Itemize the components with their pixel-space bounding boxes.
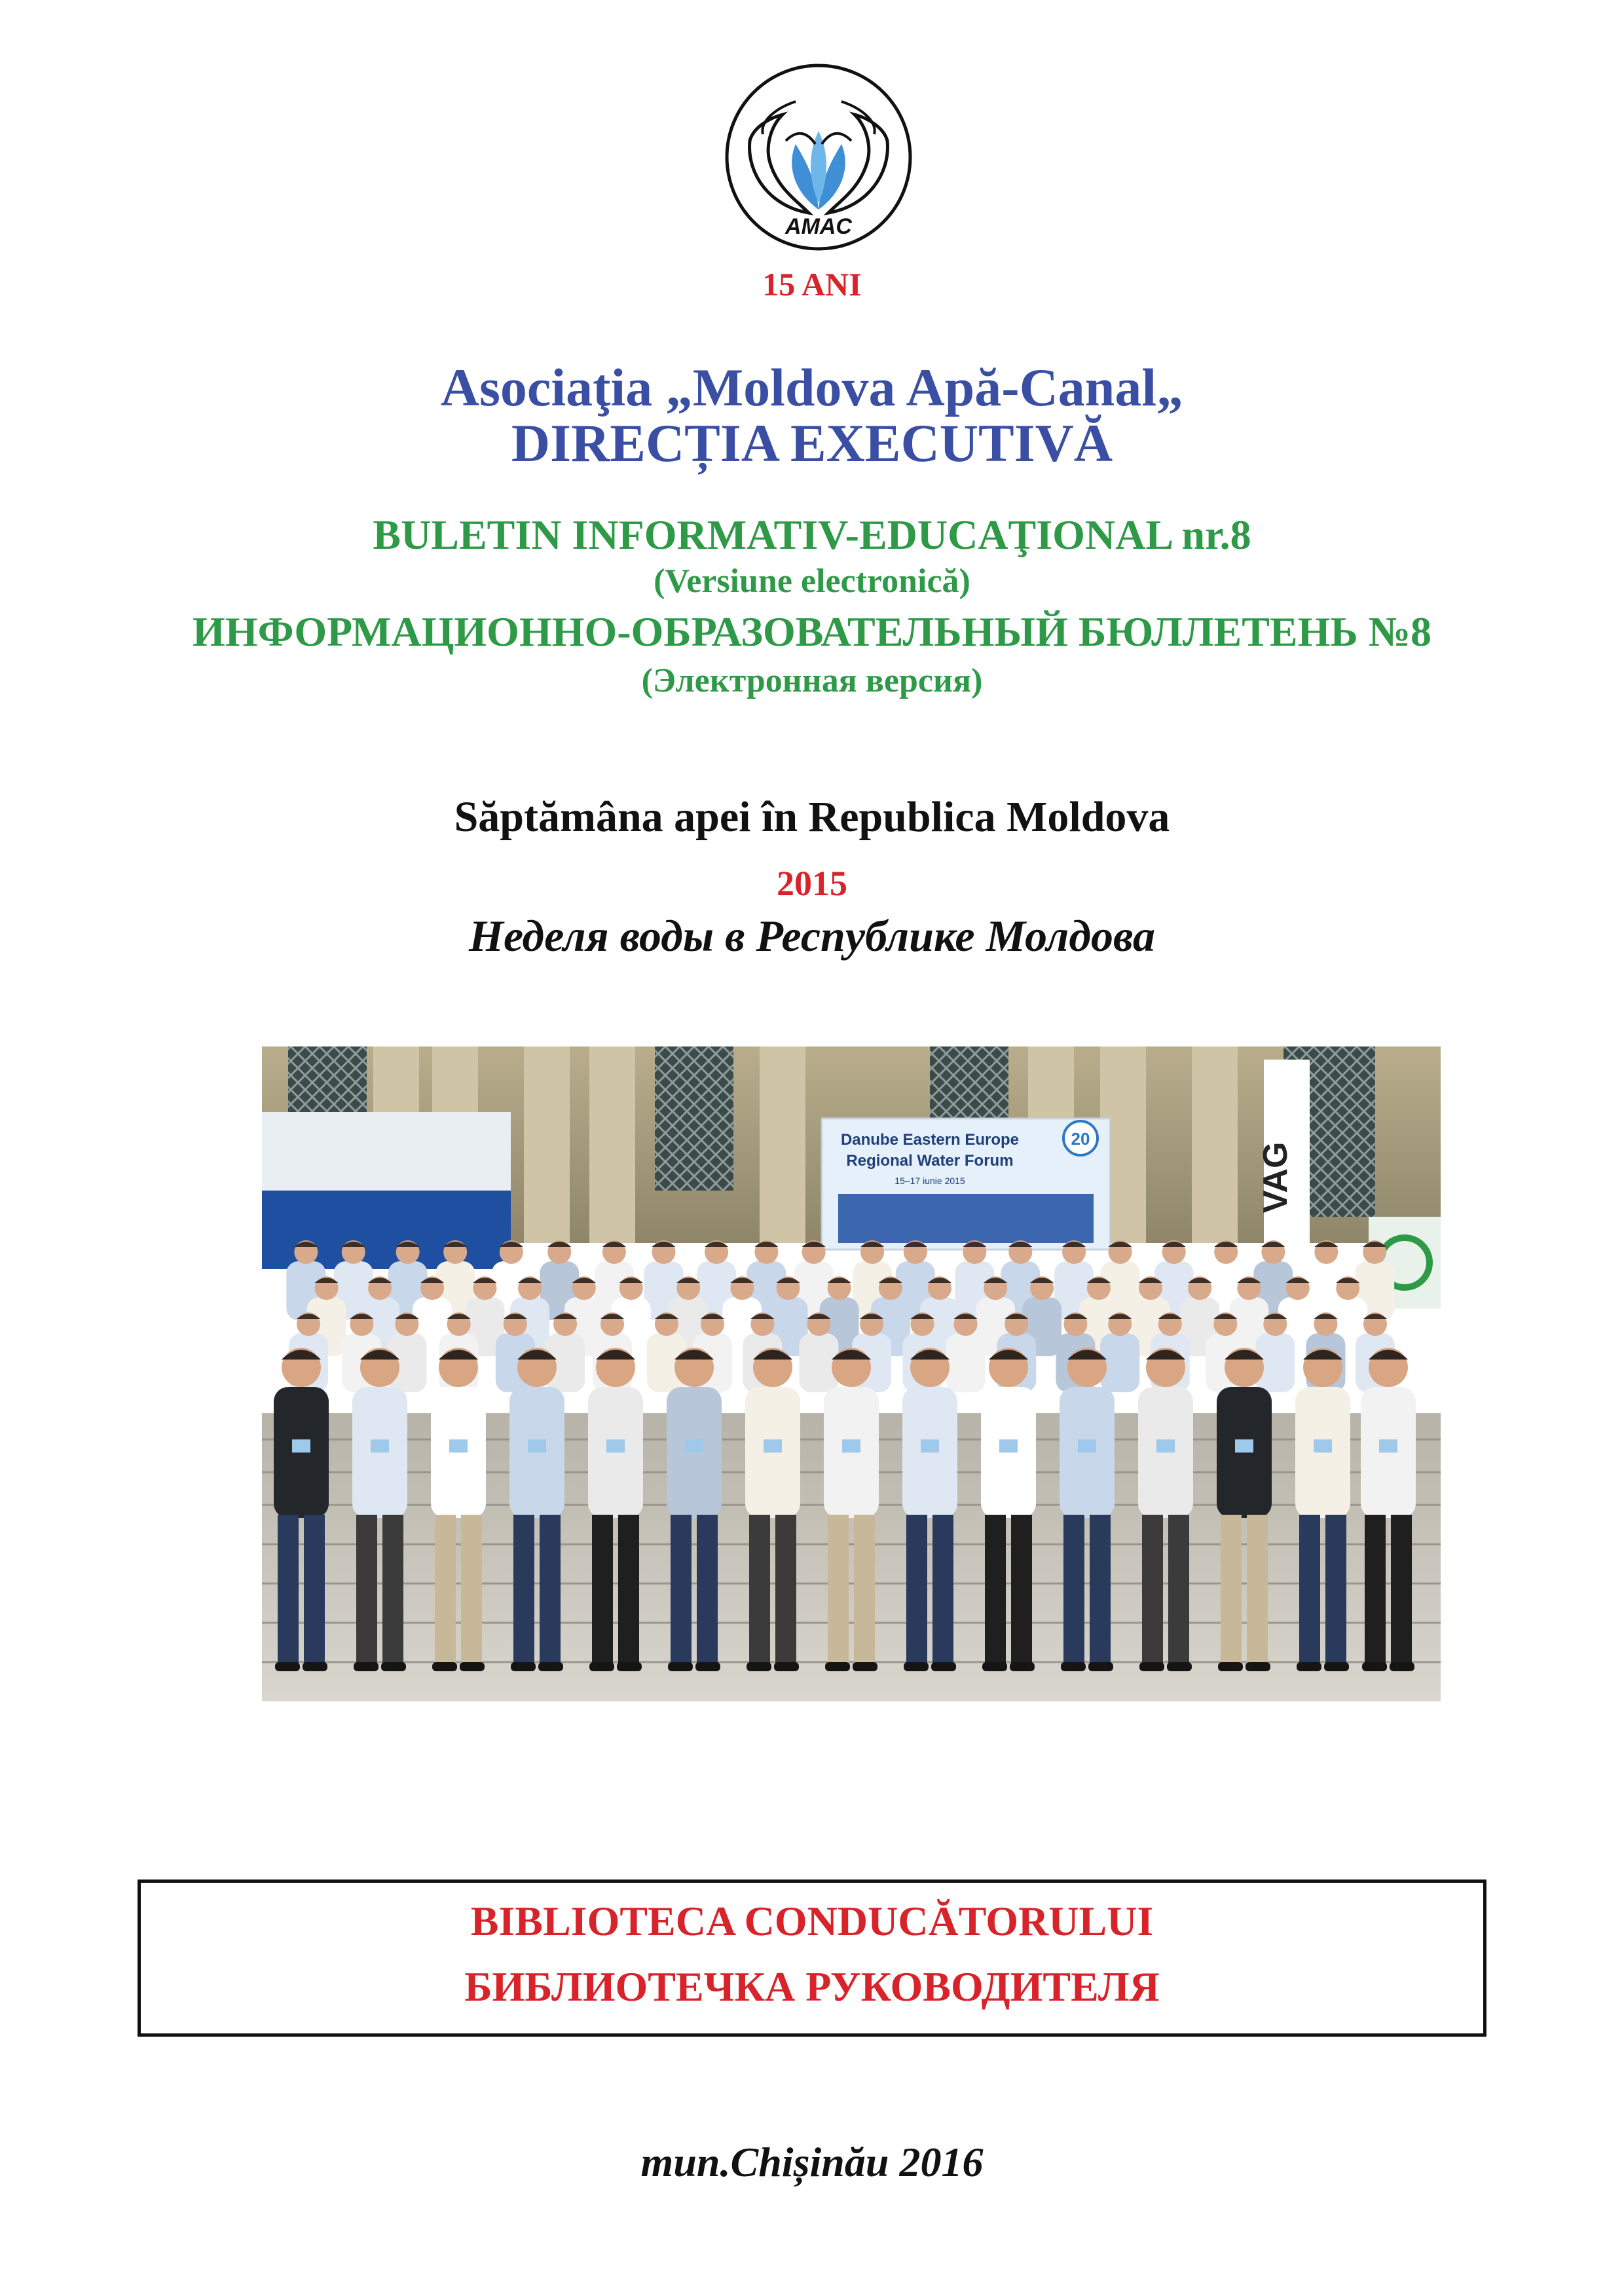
amac-logo bbox=[724, 62, 913, 252]
side-banner-text: VAG bbox=[1257, 1141, 1295, 1213]
forum-banner bbox=[822, 1119, 1110, 1250]
bulletin-subtitle-ru: (Электронная версия) bbox=[641, 662, 983, 699]
bulletin-subtitle-ro: (Versiune electronică) bbox=[654, 563, 970, 600]
library-title-ru: БИБЛИОТЕЧКА РУКОВОДИТЕЛЯ bbox=[464, 1963, 1160, 2010]
logo-text: AMAC bbox=[785, 214, 852, 239]
organization-division: DIRECȚIA EXECUTIVĂ bbox=[511, 413, 1113, 473]
event-year: 2015 bbox=[777, 864, 847, 903]
library-box bbox=[138, 1879, 1486, 2037]
library-title-ro: BIBLIOTECA CONDUCĂTORULUI bbox=[470, 1898, 1154, 1944]
organization-name: Asociaţia „Moldova Apă-Canal„ bbox=[440, 358, 1184, 417]
banner-line1: Danube Eastern Europe bbox=[840, 1131, 1020, 1149]
banner-line2: Regional Water Forum bbox=[846, 1152, 1014, 1170]
bulletin-title-ro: BULETIN INFORMATIV-EDUCAŢIONAL nr.8 bbox=[373, 511, 1251, 558]
banner-badge: 20 bbox=[1071, 1129, 1090, 1149]
bulletin-title-ru: ИНФОРМАЦИОННО-ОБРАЗОВАТЕЛЬНЫЙ БЮЛЛЕТЕНЬ №8 bbox=[193, 608, 1431, 655]
group-photo-icon bbox=[262, 1046, 1441, 1701]
banner-dates: 15–17 iunie 2015 bbox=[895, 1176, 965, 1186]
event-title-ro: Săptămâna apei în Republica Moldova bbox=[454, 793, 1170, 841]
event-title-ru: Неделя воды в Республике Молдова bbox=[469, 911, 1155, 961]
anniversary-label: 15 ANI bbox=[762, 266, 862, 303]
hands-holding-water-drop-icon bbox=[724, 62, 913, 252]
side-banner bbox=[1257, 1060, 1310, 1263]
group-photo bbox=[262, 1046, 1441, 1701]
place-year: mun.Chișinău 2016 bbox=[640, 2139, 984, 2185]
